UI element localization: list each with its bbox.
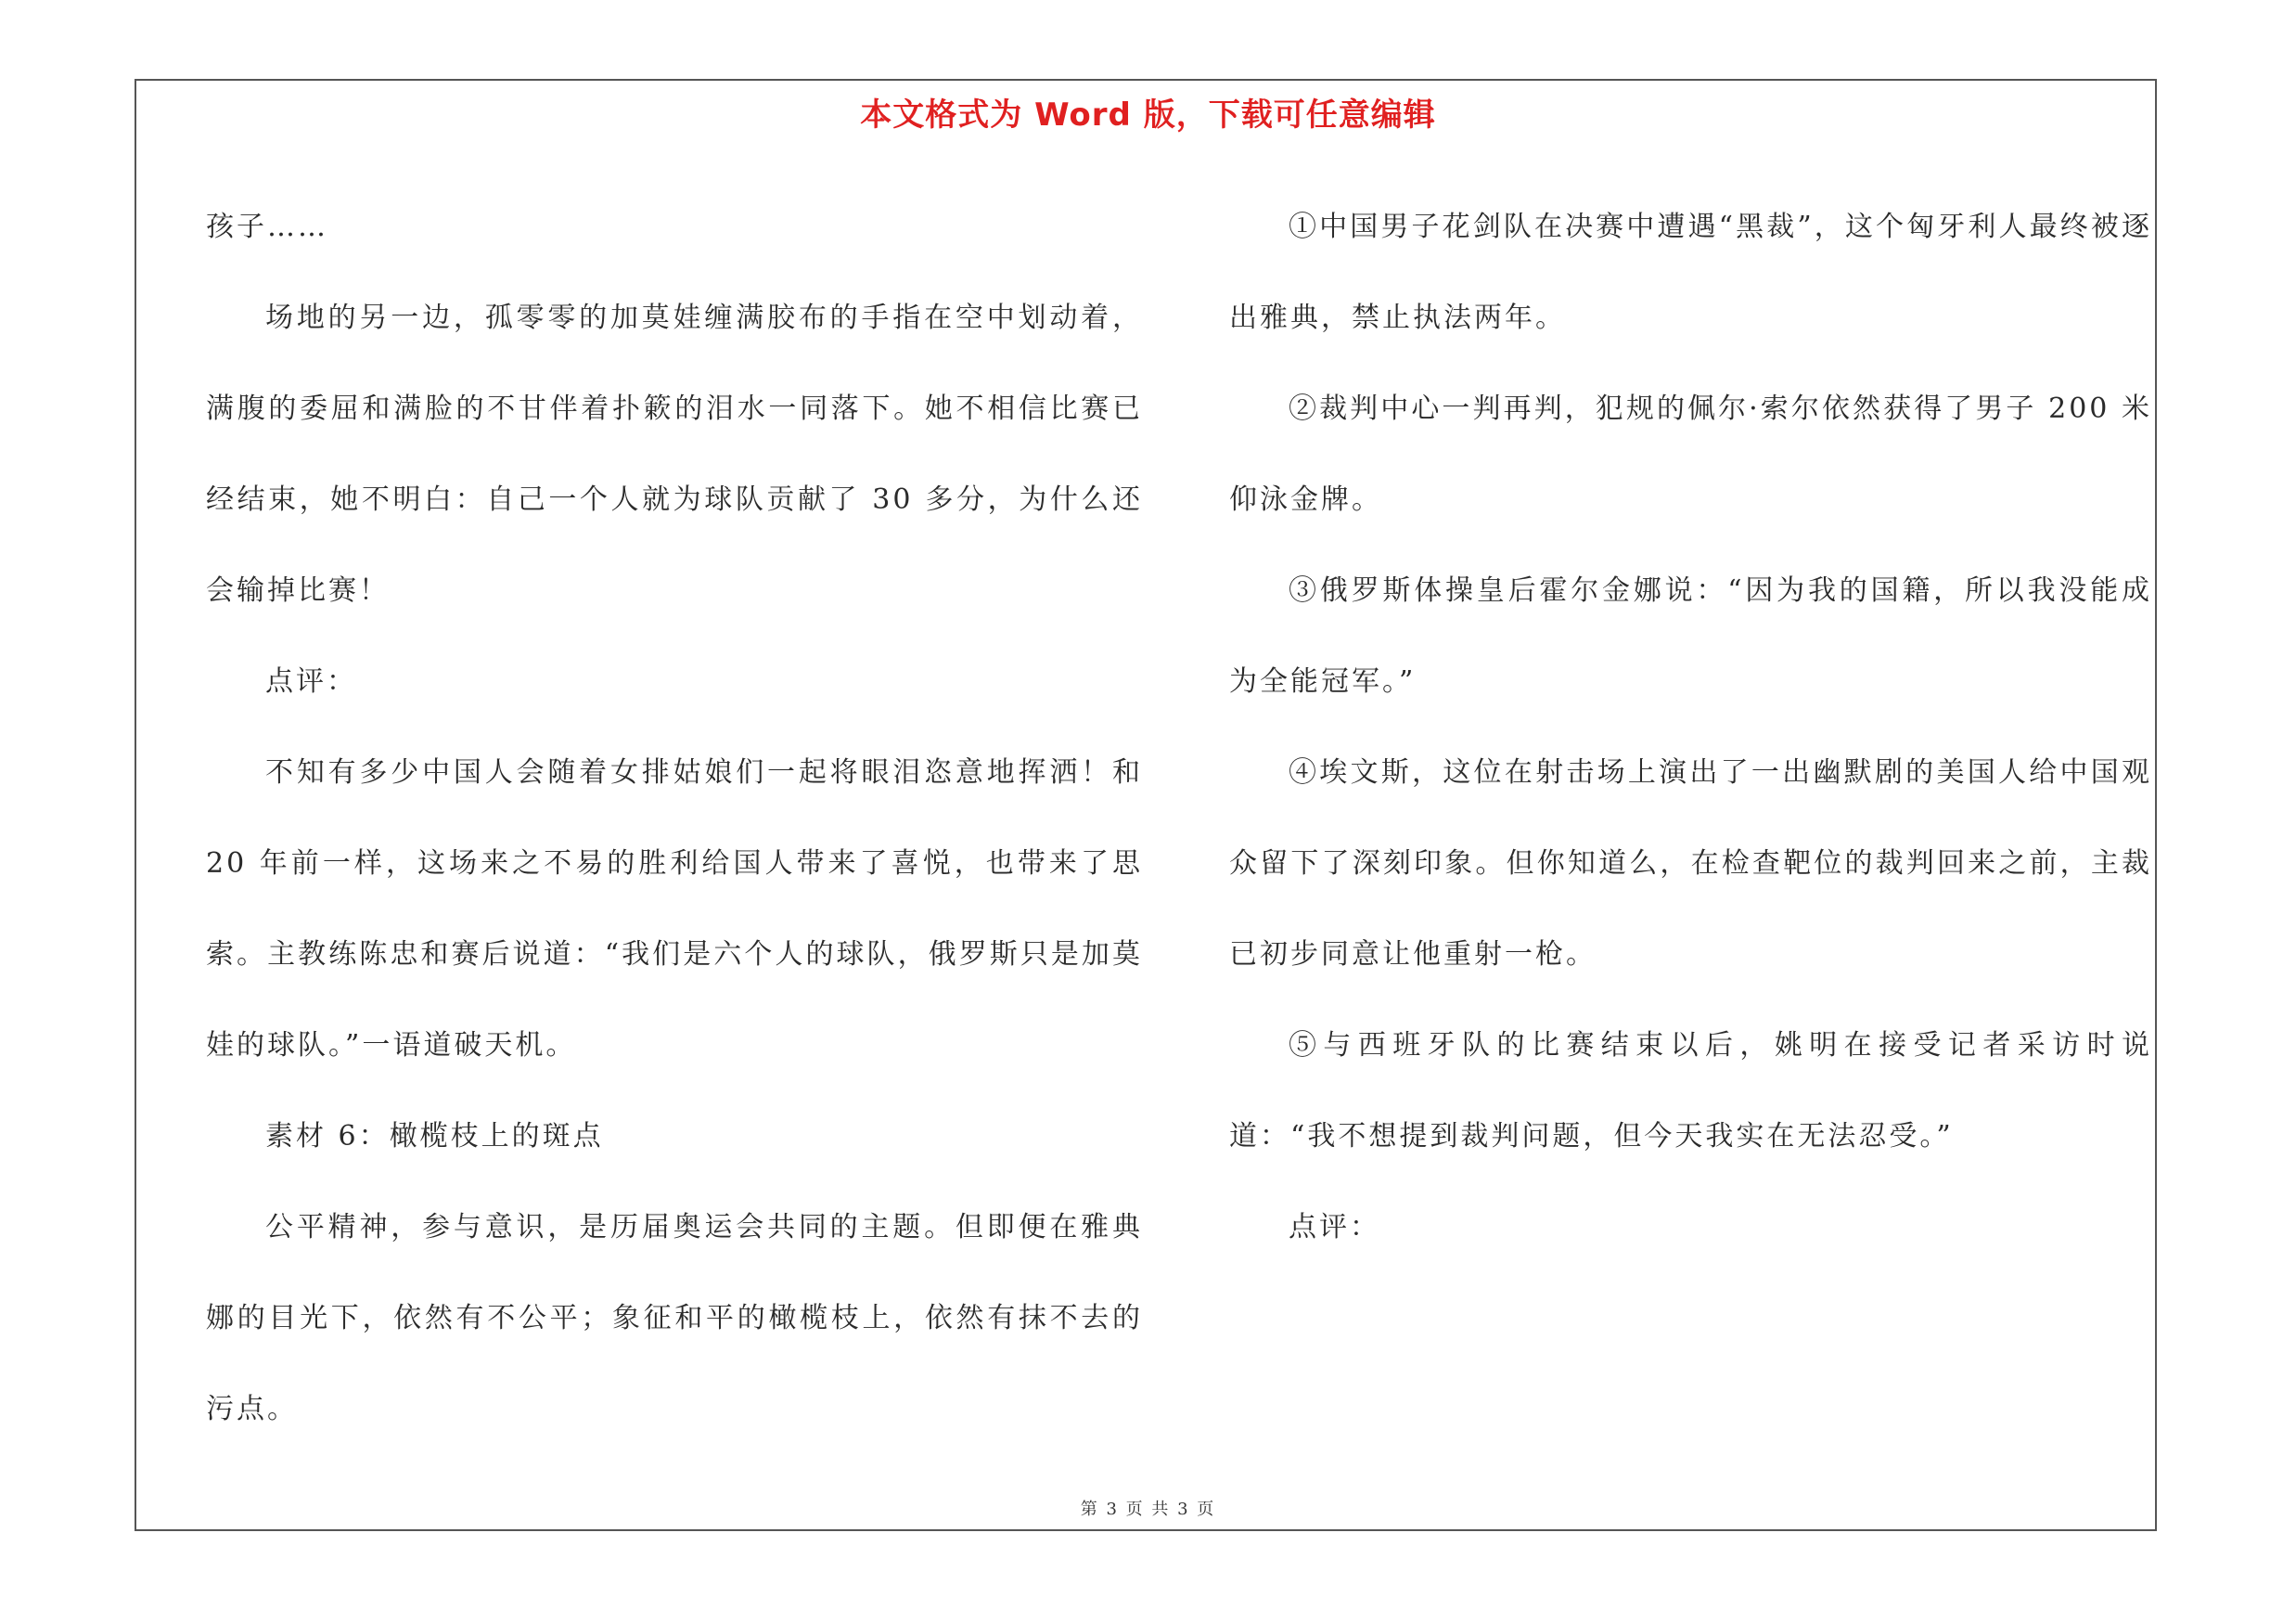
paragraph: 孩子…… (206, 211, 328, 243)
paragraph: 点评： (1289, 1211, 1380, 1243)
list-item: ③俄罗斯体操皇后霍尔金娜说：“因为我的国籍，所以我没能成为全能冠军。” (1229, 574, 2152, 698)
header-banner: 本文格式为 Word 版，下载可任意编辑 (860, 97, 1436, 134)
list-item: ⑤与西班牙队的比赛结束以后，姚明在接受记者采访时说道：“我不想提到裁判问题，但今天我实在无法忍受。” (1229, 1029, 2152, 1153)
section-heading: 素材 6：橄榄枝上的斑点 (265, 1120, 604, 1153)
left-column (206, 182, 1143, 1455)
list-item: ①中国男子花剑队在决赛中遭遇“黑裁”，这个匈牙利人最终被逐出雅典，禁止执法两年。 (1229, 211, 2152, 334)
paragraph: 场地的另一边，孤零零的加莫娃缠满胶布的手指在空中划动着，满腹的委屈和满脸的不甘伴着扑簌的泪水一同落下。她不相信比赛已经结束，她不明白：自己一个人就为球队贡献了 30 多分，为什么还会输掉比赛！ (206, 302, 1143, 607)
page-number: 第 3 页 共 3 页 (1080, 1500, 1216, 1519)
list-item: ②裁判中心一判再判，犯规的佩尔·索尔依然获得了男子 200 米仰泳金牌。 (1229, 393, 2152, 516)
right-column (1229, 182, 2152, 1273)
paragraph: 点评： (265, 665, 357, 698)
paragraph: 公平精神，参与意识，是历届奥运会共同的主题。但即便在雅典娜的目光下，依然有不公平；象征和平的橄榄枝上，依然有抹不去的污点。 (206, 1211, 1143, 1425)
paragraph: 不知有多少中国人会随着女排姑娘们一起将眼泪恣意地挥洒！和 20 年前一样，这场来之不易的胜利给国人带来了喜悦，也带来了思索。主教练陈忠和赛后说道：“我们是六个人的球队，俄罗斯只是加莫娃的球队。”一语道破天机。 (206, 756, 1143, 1062)
list-item: ④埃文斯，这位在射击场上演出了一出幽默剧的美国人给中国观众留下了深刻印象。但你知道么，在检查靶位的裁判回来之前，主裁已初步同意让他重射一枪。 (1229, 756, 2152, 971)
